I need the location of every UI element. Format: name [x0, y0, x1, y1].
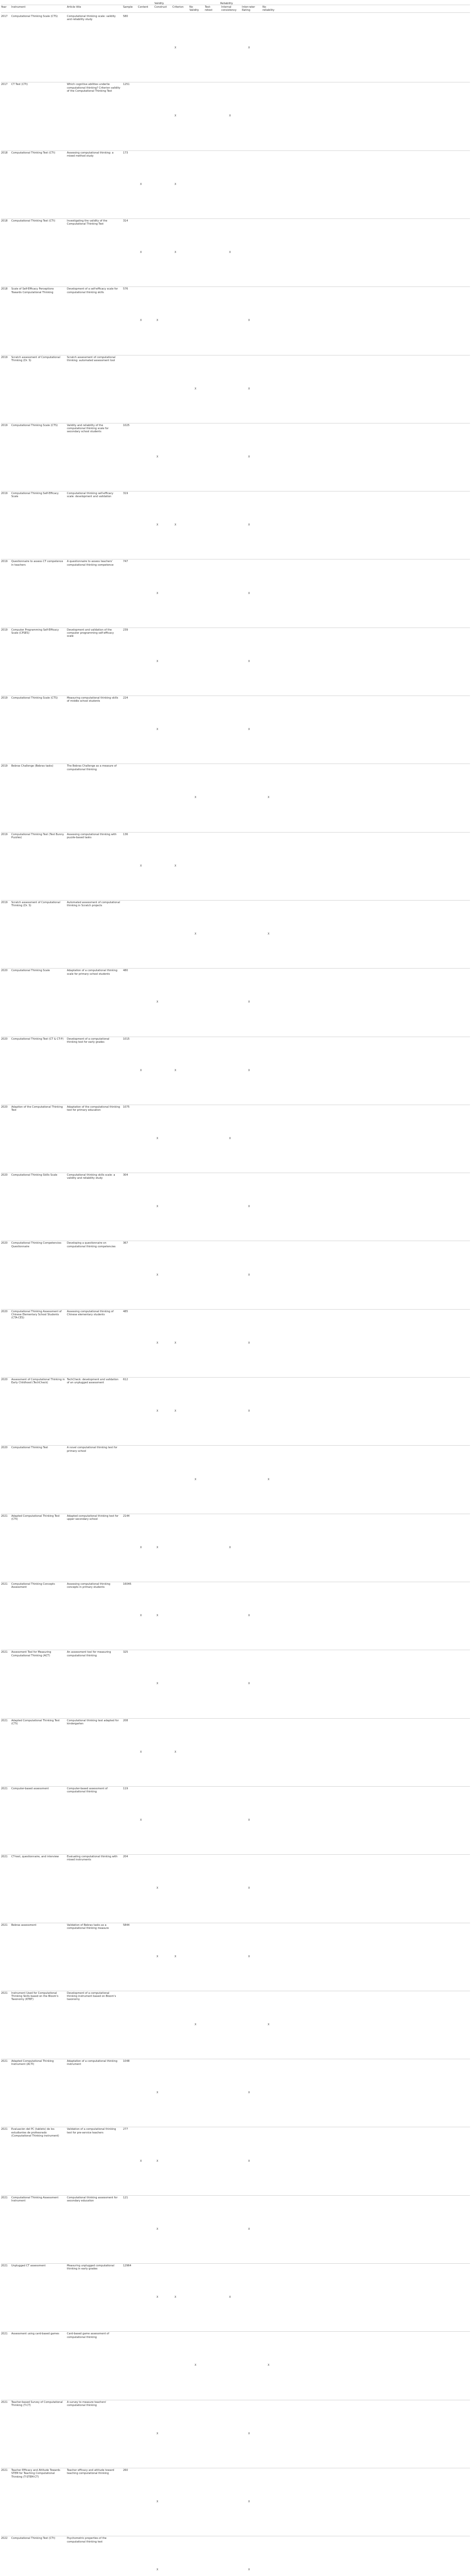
- row-year: 2021: [1, 2332, 8, 2336]
- row-article-title: Teacher efficacy and attitude toward teaching computational thinking: [67, 2468, 114, 2476]
- row-year: 2021: [1, 2128, 8, 2131]
- row-sample: 485: [123, 1310, 128, 1313]
- row-article-title: Assessing computational thinking of Chinese elementary students: [67, 1310, 114, 1317]
- row-instrument: Teacher-based Survey of Computational Thinking (T-CT): [11, 2400, 63, 2407]
- row-divider: [1, 150, 470, 151]
- row-instrument: Assessment using card-based games: [11, 2332, 59, 2336]
- row-check-mark: X: [175, 1069, 177, 1072]
- row-instrument: Computational Thinking Test (Test Bunny Puzzles): [11, 833, 64, 839]
- row-article-title: Assessing computational thinking concepts in primary students: [67, 1582, 111, 1589]
- row-check-mark: X: [156, 1887, 159, 1890]
- row-check-mark: X: [248, 455, 250, 459]
- row-year: 2021: [1, 1651, 8, 1654]
- row-check-mark: X: [248, 319, 250, 323]
- row-check-mark: X: [248, 1614, 250, 1618]
- row-article-title: An assessment tool for measuring computational thinking: [67, 1651, 111, 1657]
- row-instrument: Computational Thinking Test: [11, 1446, 48, 1450]
- row-check-mark: X: [175, 2296, 177, 2299]
- row-year: 2018: [1, 219, 8, 223]
- row-year: 2020: [1, 1105, 8, 1109]
- row-check-mark: X: [248, 1205, 250, 1209]
- row-divider: [1, 1445, 470, 1446]
- group-header-validity: Validity: [154, 2, 164, 5]
- row-check-mark: X: [248, 591, 250, 595]
- row-check-mark: X: [140, 2159, 142, 2163]
- row-year: 2018: [1, 151, 8, 155]
- row-year: 2021: [1, 2060, 8, 2063]
- row-year: 2021: [1, 2468, 8, 2472]
- row-check-mark: X: [248, 1682, 250, 1686]
- row-instrument: Computational Thinking Test (CTt): [11, 2537, 56, 2540]
- row-check-mark: X: [156, 659, 159, 663]
- row-divider: [1, 1854, 470, 1855]
- row-sample: 260: [123, 2468, 128, 2472]
- row-instrument: Instrument Used for Computational Thinking Skills based on the Bloom's Taxonomy (KTBT): [11, 1991, 59, 2002]
- row-article-title: Validation of a computational thinking test for pre-service teachers: [67, 2128, 116, 2134]
- row-year: 2021: [1, 1787, 8, 1790]
- row-sample: 367: [123, 1242, 128, 1245]
- row-article-title: Validation of Bebras tasks as a computational thinking measure: [67, 1923, 109, 1930]
- row-check-mark: X: [248, 1410, 250, 1413]
- row-article-title: Computational thinking scale: validity and reliability study: [67, 15, 116, 22]
- row-check-mark: X: [175, 1341, 177, 1345]
- row-sample: 1025: [123, 423, 130, 427]
- row-year: 2019: [1, 560, 8, 564]
- row-year: 2019: [1, 423, 8, 427]
- column-header-inter-rater: Inter-rater Rating: [242, 6, 255, 12]
- row-check-mark: X: [248, 1273, 250, 1277]
- row-check-mark: X: [268, 933, 270, 936]
- row-year: 2020: [1, 1378, 8, 1382]
- row-article-title: Adapted computational thinking test for upper secondary school: [67, 1514, 119, 1521]
- row-article-title: Assessing computational thinking: a mixed method study: [67, 151, 114, 158]
- row-instrument: Assessment Tool for Measuring Computational Thinking (ACT): [11, 1651, 51, 1657]
- row-article-title: Assessing computational thinking with puzzle-based tasks: [67, 833, 117, 839]
- row-check-mark: X: [156, 1614, 159, 1618]
- row-instrument: Scale of Self-Efficacy Perceptions Towards Computational Thinking: [11, 287, 54, 294]
- row-article-title: Psychometric properties of the computational thinking test: [67, 2537, 107, 2544]
- row-article-title: Computational thinking test adapted for kindergarten: [67, 1719, 119, 1725]
- row-check-mark: X: [268, 2364, 270, 2367]
- row-instrument: Computational Thinking Scale (CTS): [11, 15, 58, 18]
- row-divider: [1, 2263, 470, 2264]
- row-check-mark: X: [156, 1682, 159, 1686]
- row-check-mark: X: [156, 2568, 159, 2572]
- row-sample: 319: [123, 492, 128, 496]
- row-year: 2019: [1, 492, 8, 496]
- row-sample: 5844: [123, 1923, 130, 1927]
- row-check-mark: X: [140, 1750, 142, 1754]
- row-check-mark: X: [156, 2091, 159, 2095]
- row-check-mark: X: [248, 659, 250, 663]
- row-instrument: Adapted Computational Thinking Test (CTt): [11, 1719, 60, 1725]
- row-check-mark: X: [140, 864, 142, 868]
- row-instrument: Adaption of the Computational Thinking Test: [11, 1105, 63, 1112]
- row-check-mark: X: [156, 2500, 159, 2504]
- row-sample: 325: [123, 1651, 128, 1654]
- row-article-title: Automated assessment of computational thinking in Scratch projects: [67, 901, 120, 908]
- column-header-criterion: Criterion: [172, 6, 184, 9]
- row-instrument: Computational Thinking Scale: [11, 969, 50, 973]
- row-article-title: Computational thinking assessment for secondary education: [67, 2196, 118, 2202]
- row-check-mark: X: [140, 251, 142, 255]
- row-instrument: Computational Thinking Competencies Questionnaire: [11, 1242, 62, 1248]
- row-article-title: The Bebras Challenge as a measure of computational thinking: [67, 765, 117, 771]
- row-article-title: Computational thinking self-efficacy scale: development and validation: [67, 492, 114, 499]
- row-check-mark: X: [156, 591, 159, 595]
- row-check-mark: X: [229, 1546, 231, 1549]
- row-divider: [1, 559, 470, 560]
- row-instrument: Computational Thinking Concepts Assessment: [11, 1582, 55, 1589]
- row-check-mark: X: [229, 114, 231, 118]
- row-check-mark: X: [156, 2227, 159, 2231]
- row-year: 2017: [1, 15, 8, 18]
- row-year: 2021: [1, 1991, 8, 1995]
- row-divider: [1, 900, 470, 901]
- row-article-title: Card-based game assessment of computational thinking: [67, 2332, 110, 2339]
- row-check-mark: X: [248, 2227, 250, 2231]
- row-check-mark: X: [156, 2296, 159, 2299]
- row-check-mark: X: [156, 1273, 159, 1277]
- row-year: 2021: [1, 1923, 8, 1927]
- row-check-mark: X: [268, 796, 270, 800]
- row-check-mark: X: [229, 251, 231, 255]
- row-instrument: Computational Thinking Test (CTt): [11, 219, 56, 223]
- row-article-title: Validity and reliability of the computational thinking scale for secondary school students: [67, 423, 109, 434]
- row-check-mark: X: [248, 1069, 250, 1072]
- row-check-mark: X: [229, 1137, 231, 1140]
- row-check-mark: X: [195, 2023, 197, 2026]
- row-check-mark: X: [156, 1001, 159, 1004]
- column-header-content: Content: [138, 6, 148, 9]
- row-year: 2021: [1, 1855, 8, 1859]
- row-check-mark: X: [156, 523, 159, 527]
- row-article-title: Which cognitive abilities underlie computational thinking? Criterion validity of the Computational Thinking Test: [67, 83, 120, 93]
- row-sample: 1075: [123, 1105, 130, 1109]
- row-check-mark: X: [156, 1137, 159, 1140]
- row-instrument: Adapted Computational Thinking Instrument (ACTI): [11, 2060, 54, 2066]
- row-check-mark: X: [156, 319, 159, 323]
- row-year: 2020: [1, 1037, 8, 1041]
- row-article-title: Adaptation of a computational thinking scale for primary school students: [67, 969, 117, 976]
- row-check-mark: X: [248, 728, 250, 732]
- row-year: 2021: [1, 2400, 8, 2404]
- row-article-title: Development and validation of the computer programming self-efficacy scale: [67, 628, 114, 638]
- row-sample: 314: [123, 219, 128, 223]
- row-check-mark: X: [175, 1955, 177, 1958]
- row-check-mark: X: [156, 1205, 159, 1209]
- row-divider: [1, 1377, 470, 1378]
- row-sample: 224: [123, 697, 128, 700]
- row-article-title: Computational thinking skills scale: a validity and reliability study: [67, 1174, 115, 1180]
- row-sample: 480: [123, 969, 128, 973]
- row-sample: 239: [123, 628, 128, 632]
- row-instrument: Computational Thinking Scale (CTS): [11, 697, 58, 700]
- row-article-title: Measuring computational thinking skills of middle school students: [67, 697, 118, 703]
- row-year: 2020: [1, 1310, 8, 1313]
- row-check-mark: X: [268, 2023, 270, 2026]
- row-check-mark: X: [156, 1341, 159, 1345]
- row-sample: 208: [123, 1719, 128, 1722]
- row-instrument: Unplugged CT assessment: [11, 2264, 46, 2268]
- row-check-mark: X: [140, 1614, 142, 1618]
- row-instrument: Computational Thinking Assessment of Chinese Elementary School Students (CTA-CES): [11, 1310, 62, 1320]
- row-instrument: Computational Thinking Test (CT & CT-P): [11, 1037, 64, 1041]
- row-check-mark: X: [248, 1955, 250, 1958]
- row-check-mark: X: [195, 387, 197, 391]
- column-header-instrument: Instrument: [11, 6, 26, 9]
- row-check-mark: X: [248, 387, 250, 391]
- row-check-mark: X: [248, 46, 250, 50]
- row-year: 2021: [1, 1582, 8, 1586]
- row-sample: 2144: [123, 1514, 130, 1518]
- row-check-mark: X: [175, 46, 177, 50]
- row-article-title: Investigating the validity of the Computational Thinking Test: [67, 219, 108, 226]
- row-instrument: Evaluación del PC (tablets) de los estudiantes de profesorado (Computational Thinking instrument): [11, 2128, 59, 2138]
- row-check-mark: X: [248, 2091, 250, 2095]
- row-instrument: Scratch assessment of Computational Thinking (Dr. S): [11, 901, 60, 908]
- row-check-mark: X: [156, 1546, 159, 1549]
- row-check-mark: X: [140, 1546, 142, 1549]
- row-sample: 747: [123, 560, 128, 564]
- row-check-mark: X: [195, 2364, 197, 2367]
- row-year: 2020: [1, 969, 8, 973]
- row-sample: 1251: [123, 83, 130, 87]
- row-check-mark: X: [248, 2568, 250, 2572]
- row-sample: 12964: [123, 2264, 131, 2268]
- row-year: 2020: [1, 1174, 8, 1177]
- row-instrument: Computer-based assessment: [11, 1787, 49, 1790]
- column-header-sample: Sample: [123, 6, 133, 9]
- group-header-reliability: Reliability: [220, 2, 233, 5]
- row-instrument: Adapted Computational Thinking Test (CTt): [11, 1514, 60, 1521]
- row-year: 2019: [1, 355, 8, 359]
- row-sample: 304: [123, 1174, 128, 1177]
- row-article-title: A novel computational thinking test for primary school: [67, 1446, 117, 1453]
- row-check-mark: X: [140, 319, 142, 323]
- row-year: 2019: [1, 901, 8, 904]
- row-instrument: Computational Thinking Assessment Instrument: [11, 2196, 59, 2202]
- row-check-mark: X: [140, 1819, 142, 1822]
- row-year: 2021: [1, 2264, 8, 2268]
- row-year: 2021: [1, 2196, 8, 2199]
- row-divider: [1, 1309, 470, 1310]
- row-instrument: Computer Programming Self-Efficacy Scale (CPSES): [11, 628, 59, 635]
- row-sample: 1015: [123, 1037, 130, 1041]
- row-article-title: Development of a self-efficacy scale for computational thinking skills: [67, 287, 118, 294]
- row-article-title: Measuring unplugged computational thinking in early grades: [67, 2264, 114, 2271]
- row-check-mark: X: [248, 1001, 250, 1004]
- row-check-mark: X: [195, 933, 197, 936]
- row-article-title: A survey to measure teachers' computational thinking: [67, 2400, 107, 2407]
- row-article-title: Evaluating computational thinking with mixed instruments: [67, 1855, 118, 1862]
- column-header-internal-consistency: Internal consistency: [221, 6, 237, 12]
- row-check-mark: X: [195, 796, 197, 800]
- row-divider: [1, 1718, 470, 1719]
- row-check-mark: X: [140, 182, 142, 186]
- row-divider: [1, 968, 470, 969]
- row-instrument: CT-test, questionnaire, and interview: [11, 1855, 59, 1859]
- row-check-mark: X: [156, 455, 159, 459]
- row-article-title: Adaptation of a computational thinking instrument: [67, 2060, 117, 2066]
- row-year: 2022: [1, 2537, 8, 2540]
- row-instrument: Bebras Challenge (Bebras tasks): [11, 765, 54, 768]
- row-check-mark: X: [156, 2159, 159, 2163]
- row-check-mark: X: [268, 1478, 270, 1481]
- row-divider: [1, 832, 470, 833]
- row-year: 2018: [1, 287, 8, 291]
- row-check-mark: X: [175, 114, 177, 118]
- row-article-title: Scratch assessment of computational thinking: automated assessment tool: [67, 355, 116, 362]
- row-article-title: Computer-based assessment of computational thinking: [67, 1787, 108, 1794]
- row-check-mark: X: [156, 2432, 159, 2435]
- row-instrument: Computational Thinking Skills Scale: [11, 1174, 58, 1177]
- row-check-mark: X: [195, 1478, 197, 1481]
- row-check-mark: X: [248, 523, 250, 527]
- row-sample: 173: [123, 151, 128, 155]
- row-divider: [1, 1786, 470, 1787]
- row-instrument: Assessment of Computational Thinking in Early Childhood (TechCheck): [11, 1378, 65, 1385]
- row-year: 2021: [1, 1514, 8, 1518]
- row-article-title: A questionnaire to assess teachers' computational thinking competence: [67, 560, 114, 567]
- row-instrument: Computational Thinking Self-Efficacy Scale: [11, 492, 59, 499]
- row-divider: [1, 218, 470, 219]
- row-article-title: Development of a computational thinking test for early grades: [67, 1037, 110, 1044]
- column-header-title: Article title: [67, 6, 81, 9]
- row-check-mark: X: [175, 523, 177, 527]
- row-sample: 121: [123, 2196, 128, 2199]
- row-check-mark: X: [248, 1887, 250, 1890]
- row-check-mark: X: [248, 1819, 250, 1822]
- row-year: 2021: [1, 1719, 8, 1722]
- row-divider: [1, 286, 470, 287]
- row-divider: [1, 491, 470, 492]
- row-check-mark: X: [156, 1410, 159, 1413]
- row-instrument: Teacher Efficacy and Attitude Towards STEM for Teaching Computational Thinking (T-STEM-CT): [11, 2468, 60, 2479]
- row-instrument: CT Test (CTt): [11, 83, 28, 87]
- row-instrument: Computational Thinking Test (CTt): [11, 151, 56, 155]
- row-divider: [1, 2195, 470, 2196]
- row-sample: 612: [123, 1378, 128, 1382]
- row-check-mark: X: [229, 2296, 231, 2299]
- row-check-mark: X: [248, 2159, 250, 2163]
- column-header-construct: Construct: [154, 6, 167, 9]
- row-sample: 1048: [123, 2060, 130, 2063]
- row-year: 2019: [1, 833, 8, 836]
- row-instrument: Questionnaire to assess CT competence in teachers: [11, 560, 63, 567]
- row-year: 2020: [1, 1242, 8, 1245]
- row-check-mark: X: [248, 2432, 250, 2435]
- row-check-mark: X: [175, 1750, 177, 1754]
- row-check-mark: X: [140, 1069, 142, 1072]
- row-sample: 119: [123, 1787, 128, 1790]
- row-check-mark: X: [248, 2500, 250, 2504]
- row-year: 2017: [1, 83, 8, 87]
- row-instrument: Computational Thinking Scale (CTS): [11, 423, 58, 427]
- row-check-mark: X: [248, 1341, 250, 1345]
- row-sample: 136: [123, 833, 128, 836]
- row-check-mark: X: [156, 728, 159, 732]
- row-check-mark: X: [156, 1955, 159, 1958]
- row-instrument: Bebras assessment: [11, 1923, 37, 1927]
- header-rule: [1, 12, 470, 13]
- row-article-title: Adaptation of the computational thinking test for primary education: [67, 1105, 120, 1112]
- row-article-title: Development of a computational thinking instrument based on Bloom's taxonomy: [67, 1991, 116, 2002]
- row-sample: 16046: [123, 1582, 131, 1586]
- row-year: 2019: [1, 628, 8, 632]
- row-check-mark: X: [175, 1410, 177, 1413]
- row-divider: [1, 2331, 470, 2332]
- row-year: 2019: [1, 765, 8, 768]
- row-article-title: TechCheck: development and validation of an unplugged assessment: [67, 1378, 119, 1385]
- row-check-mark: X: [175, 251, 177, 255]
- row-sample: 277: [123, 2128, 128, 2131]
- row-year: 2020: [1, 1446, 8, 1450]
- row-sample: 204: [123, 1855, 128, 1859]
- row-article-title: Developing a questionnaire on computational thinking competencies: [67, 1242, 116, 1248]
- row-sample: 580: [123, 15, 128, 18]
- row-sample: 576: [123, 287, 128, 291]
- column-header-year: Year: [1, 6, 7, 9]
- row-check-mark: X: [175, 864, 177, 868]
- column-header-no-validity: No Validity: [189, 6, 199, 12]
- row-year: 2019: [1, 697, 8, 700]
- column-header-no-reliability: No reliability: [263, 6, 275, 12]
- row-check-mark: X: [175, 182, 177, 186]
- column-header-test-retest: Test-retest: [205, 6, 213, 12]
- row-instrument: Scratch assessment of Computational Thinking (Dr. S): [11, 355, 60, 362]
